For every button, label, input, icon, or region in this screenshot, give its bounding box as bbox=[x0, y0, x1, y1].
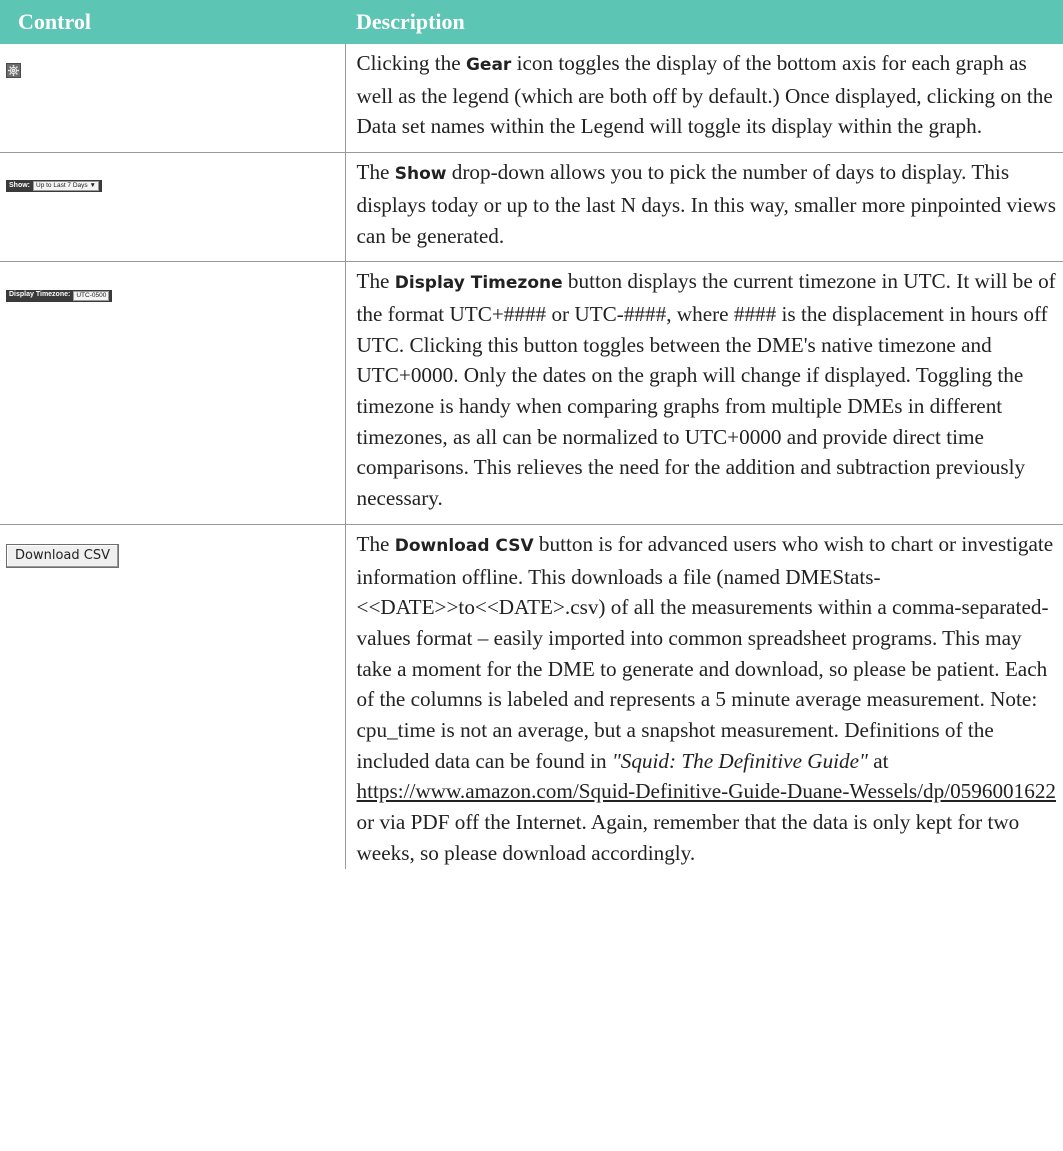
show-label: Show: bbox=[9, 182, 30, 190]
description-text: The bbox=[356, 531, 395, 556]
description-text: Clicking the bbox=[356, 51, 466, 75]
description-cell bbox=[345, 524, 1063, 868]
download-csv-button[interactable]: Download CSV bbox=[6, 544, 119, 568]
show-dropdown-control[interactable] bbox=[6, 180, 102, 192]
description-cell bbox=[345, 262, 1063, 525]
control-cell bbox=[0, 153, 345, 262]
description-text: The bbox=[356, 160, 395, 185]
gear-icon[interactable] bbox=[6, 63, 21, 78]
timezone-button[interactable]: UTC-0500 bbox=[73, 291, 109, 301]
description-text: icon toggles the display of the bottom axis for each graph as well as the legend (which are both off by default.) Once displayed, clicking on the Data set names within the Legend will toggle its display within the graph. bbox=[356, 51, 1053, 139]
description-bold-term: Show bbox=[394, 164, 447, 185]
description-cell bbox=[345, 44, 1063, 153]
header-description: Description bbox=[345, 0, 1063, 44]
control-cell bbox=[0, 262, 345, 525]
description-cell bbox=[345, 153, 1063, 262]
show-select[interactable] bbox=[33, 181, 99, 191]
description-bold-term: Display Timezone bbox=[394, 273, 563, 294]
book-title: "Squid: The Definitive Guide" bbox=[611, 748, 868, 773]
description-text: The bbox=[356, 269, 395, 294]
control-cell bbox=[0, 44, 345, 153]
amazon-link[interactable]: https://www.amazon.com/Squid-Definitive-Guide-Duane-Wessels/dp/0596001622 bbox=[356, 779, 1057, 804]
show-select-value: Up to Last 7 Days bbox=[36, 182, 88, 190]
description-bold-term: Gear bbox=[465, 55, 512, 75]
display-timezone-control[interactable] bbox=[6, 290, 112, 302]
description-text: or via PDF off the Internet. Again, remember that the data is only kept for two weeks, so please download accordingly. bbox=[356, 810, 1020, 865]
header-control: Control bbox=[0, 0, 345, 44]
chevron-down-icon: ▼ bbox=[89, 182, 96, 190]
table-row bbox=[0, 524, 1063, 868]
table-row bbox=[0, 262, 1063, 525]
timezone-label: Display Timezone: bbox=[9, 291, 71, 299]
header-row bbox=[0, 0, 1063, 44]
description-text: at bbox=[867, 748, 889, 773]
description-bold-term: Download CSV bbox=[394, 535, 534, 556]
description-text: button is for advanced users who wish to chart or investigate information offline. This downloads a file (named DMEStats-<<DATE>>to<<DATE>.csv) of all the measurements within a comma-separated-values format – easily imported into common spreadsheet programs. This may take a moment for the DME to generate and download, so please be patient. Each of the columns is labeled and represents a 5 minute average measurement. Note: cpu_time is not an average, but a snapshot measurement. Definitions of the included data can be found in bbox=[356, 531, 1054, 773]
description-text: button displays the current timezone in UTC. It will be of the format UTC+#### or UTC-####, where #### is the displacement in hours off UTC. Clicking this button toggles between the DME's native timezone and UTC+0000. Only the dates on the graph will change if displayed. Toggling the timezone is handy when comparing graphs from multiple DMEs in different timezones, as all can be normalized to UTC+0000 and provide direct time comparisons. This relieves the need for the addition and subtraction previously necessary. bbox=[356, 269, 1056, 511]
description-text: drop-down allows you to pick the number of days to display. This displays today or up to the last N days. In this way, smaller more pinpointed views can be generated. bbox=[356, 160, 1056, 248]
table-row bbox=[0, 153, 1063, 262]
table-row bbox=[0, 44, 1063, 153]
control-cell bbox=[0, 524, 345, 868]
